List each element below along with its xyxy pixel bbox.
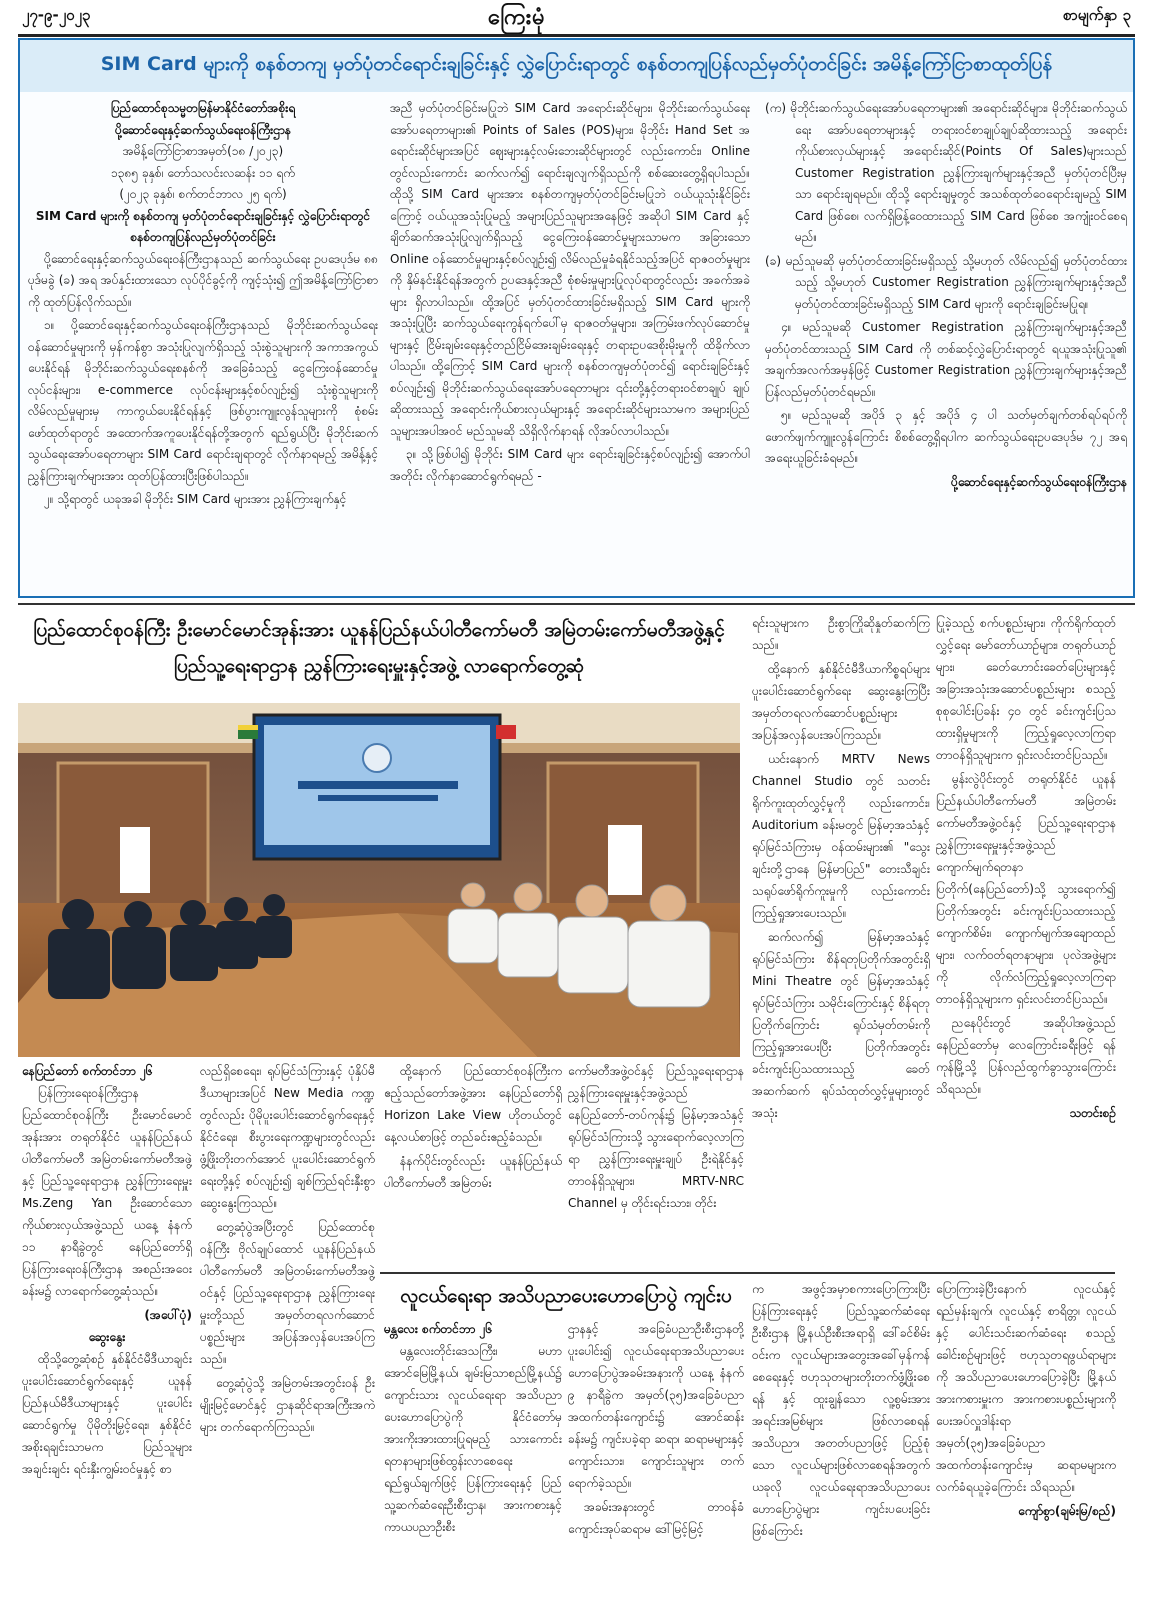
notice-paragraph: ၄။ မည်သူမဆို Customer Registration ညွှန်ကြားချက်များနှင့်အညီ မှတ်ပုံတင်ထားသည့် SIM Card ကို တစ်ဆင့်လွှဲပြောင်းရာတွင် ရယူအသုံးပြုသူ၏ အချက်အလက်အမှန်ဖြင့် Customer Registration ညွှန်ကြားချက်များနှင့်အညီ ပြန်လည်မှတ်ပုံတင်ရမည်။ [765,320,1127,399]
story-byline: သတင်းစဉ် [1069,1106,1116,1120]
story-paragraph: နံနက်ပိုင်းတွင်လည်း ယူနန်ပြည်နယ်ပါတီကော်မတီ အမြဲတမ်း [384,1154,562,1190]
story2-dateline: မန္တလေး စက်တင်ဘာ ၂၆ [384,1322,493,1336]
issue-date: ၂၇-၉-၂၀၂၃ [22,6,91,24]
notice-paragraph: ၅။ မည်သူမဆို အပိုဒ် ၃ နှင့် အပိုဒ် ၄ ပါ သတ်မှတ်ချက်တစ်ရပ်ရပ်ကို ဖောက်ဖျက်ကျူးလွန်ကြောင်း စိစစ်တွေ့ရှိရပါက ဆက်သွယ်ရေးဥပဒေပုဒ်မ ၇၂ အရ အရေးယူခြင်းခံရမည်။ [765,408,1127,465]
story-paragraph: ထို့နောက် ပြည်ထောင်စုဝန်ကြီးက ဧည့်သည်တော်အဖွဲ့အား နေပြည်တော်ရှိ Horizon Lake View ဟိုတယ်တွင် နေ့လယ်စာဖြင့် တည်ခင်းဧည့်ခံသည်။ [384,1064,562,1144]
story2-column [384,1318,562,1610]
story-paragraph: ရင်းသူများက ဦးစွာကြိုဆိုနှုတ်ဆက်ကြသည်။ [752,616,930,652]
page-number: စာမျက်နှာ ၃ [1063,6,1131,24]
headline-line: ပြည်ထောင်စုဝန်ကြီး ဦးမောင်မောင်အုန်းအား ယူနန်ပြည်နယ်ပါတီကော်မတီ အမြဲတမ်းကော်မတီအဖွဲ့နှင့် [33,619,725,641]
notice-column-1 [28,98,378,590]
headline-line: ပြည်သူ့ရေးရာဌာန ညွှန်ကြားရေးမှူးနှင့်အဖွဲ့ လာရောက်တွေ့ဆုံ [173,655,585,677]
government-name: ပြည်ထောင်စုသမ္မတမြန်မာနိုင်ငံတော်အစိုးရ [110,101,296,115]
order-date-gregorian: (၂၀၂၃ ခုနှစ်၊ စက်တင်ဘာလ ၂၅ ရက်) [119,187,287,201]
story-paragraph: ထို့နောက် နှစ်နိုင်ငံမီဒီယာကိစ္စရပ်များ ပူးပေါင်းဆောင်ရွက်ရေး ဆွေးနွေးကြပြီး အမှတ်တရလက်ဆောင်ပစ္စည်းများ အပြန်အလှန်ပေးအပ်ကြသည်။ [752,662,930,742]
story-paragraph: မန္တလေးတိုင်းဒေသကြီး၊ မဟာအောင်မြေမြို့နယ်၊ ချမ်းမြသာစည်မြို့နယ်၌ ကျောင်းသား လူငယ်ရေးရာ အသိပညာပေးဟောပြောပွဲကို နိုင်ငံတော်မှ အားကိုးအားထားပြုရမည့် သားကောင်းရတနာများဖြစ်ထွန်းလာစေရေး ရည်ရွယ်ချက်ဖြင့် ပြန်ကြားရေးနှင့် ပြည်သူ့ဆက်ဆံရေးဦးစီးဌာန၊ အားကစားနှင့် ကာယပညာဦးစီး [384,1344,562,1534]
newspaper-logo: ကြေးမုံ [488,4,546,30]
story-paragraph: ဆက်လက်၍ မြန်မာ့အသံနှင့် ရုပ်မြင်သံကြား စိန်ရတုပြတိုက်အတွင်းရှိ Mini Theatre တွင် မြန်မာ့အသံနှင့် ရုပ်မြင်သံကြား သမိုင်းကြောင်းနှင့် စိန်ရတုပြတိုက်ကြောင်း ရုပ်သံမှတ်တမ်းကို ကြည့်ရှုအားပေးပြီး ပြတိုက်အတွင်း ခင်းကျင်းပြသထားသည့် ခေတ်အဆက်ဆက် ရုပ်သံထုတ်လွှင့်မှုများတွင် အသုံး [752,930,930,1120]
notice-signature: ပို့ဆောင်ရေးနှင့်ဆက်သွယ်ရေးဝန်ကြီးဌာန [951,474,1127,489]
notice-paragraph: ပို့ဆောင်ရေးနှင့်ဆက်သွယ်ရေးဝန်ကြီးဌာနသည် ဆက်သွယ်ရေး ဥပဒေပုဒ်မ ၈၈ ပုဒ်မခွဲ (ခ) အရ အပ်နှင်းထားသော လုပ်ပိုင်ခွင့်ကို ကျင့်သုံး၍ ဤအမိန့်ကြော်ငြာစာကို ထုတ်ပြန်လိုက်သည်။ [28,251,378,309]
story2-column [752,1278,930,1610]
meeting-room-illustration [18,703,740,1057]
order-subject: SIM Card များကို စနစ်တကျ မှတ်ပုံတင်ရောင်းချခြင်းနှင့် လွှဲပြောင်းရာတွင် စနစ်တကျပြန်လည်မှတ်ပုံတင်ခြင်း [35,208,371,244]
notice-paragraph: ၃။ သို့ဖြစ်ပါ၍ မိုဘိုင်း SIM Card များ ရောင်းချခြင်းနှင့်စပ်လျဉ်း၍ အောက်ပါအတိုင်း လိုက်နာဆောင်ရွက်ရမည် - [390,447,750,483]
header-rule [18,34,1135,37]
story-paragraph: တွေ့ဆုံပွဲသို့ အမြဲတမ်းအတွင်းဝန် ဦးမျိုးမြင့်မောင်နှင့် ဌာနဆိုင်ရာအကြီးအကဲများ တက်ရောက်ကြသည်။ [200,1376,375,1434]
notice-column-3 [765,98,1127,590]
story-paragraph: ညနေပိုင်းတွင် အဆိုပါအဖွဲ့သည် နေပြည်တော်မှ လေကြောင်းခရီးဖြင့် ရန်ကုန်မြို့သို့ ပြန်လည်ထွက်ခွာသွားကြောင်း သိရသည်။ [936,1016,1116,1096]
story-paragraph: လည်ရှိစေရေး၊ ရုပ်မြင်သံကြားနှင့် ပုံနှိပ်မီဒီယာများအပြင် New Media ကဏ္ဍတွင်လည်း ပိုမိုပူးပေါင်းဆောင်ရွက်ရေးနှင့် နိုင်ငံရေး၊ စီးပွားရေးကဏ္ဍများတွင်လည်း ဖွံ့ဖြိုးတိုးတက်အောင် ပူးပေါင်းဆောင်ရွက်ရေးတို့နှင့် စပ်လျဉ်း၍ ချစ်ကြည်ရင်းနှီးစွာ ဆွေးနွေးကြသည်။ [200,1064,375,1210]
section-divider [18,603,1135,605]
notice-paragraph: ၂။ သို့ရာတွင် ယခုအခါ မိုဘိုင်း SIM Card များအား ညွှန်ကြားချက်နှင့် [44,492,347,506]
story-column [22,1060,192,1608]
story-dateline: နေပြည်တော် စက်တင်ဘာ ၂၆ [22,1064,153,1078]
story-paragraph: ဌာနနှင့် အခြေခံပညာဦးစီးဌာနတို့ ပူးပေါင်း၍ လူငယ်ရေးရာအသိပညာပေးဟောပြောပွဲအခမ်းအနားကို ယနေ့ နံနက် ၉ နာရီခွဲက အမှတ်(၃၅)အခြေခံပညာအထက်တန်းကျောင်း၌ အောင်ဆန်းခန်းမ၌ ကျင်းပခဲ့ရာ ဆရာ၊ ဆရာမများနှင့် ကျောင်းသား၊ ကျောင်းသူများ တက်ရောက်ခဲ့သည်။ [568,1322,744,1490]
order-date-myanmar: ၁၃၈၅ ခုနှစ်၊ တော်သလင်းလဆန်း ၁၁ ရက် [111,165,295,180]
story2-headline: လူငယ်ရေးရာ အသိပညာပေးဟောပြောပွဲ ကျင်းပ [400,1285,732,1307]
story-paragraph: မွန်းလွဲပိုင်းတွင် တရုတ်နိုင်ငံ ယူနန်ပြည်နယ်ပါတီကော်မတီ အမြဲတမ်းကော်မတီအဖွဲ့ဝင်နှင့် ပြည်သူ့ရေးရာဌာန ညွှန်ကြားရေးမှူးနှင့်အဖွဲ့သည် ကျောက်မျက်ရတနာပြတိုက်(နေပြည်တော်)သို့ သွားရောက်၍ ပြတိုက်အတွင်း ခင်းကျင်းပြသထားသည့် ကျောက်စိမ်း၊ ကျောက်မျက်အချောထည်များ၊ လက်ဝတ်ရတနာများ၊ ပုလဲအဖွဲ့များကို လိုက်လံကြည့်ရှုလေ့လာကြရာ တာဝန်ရှိသူများက ရှင်းလင်းတင်ပြသည်။ [936,772,1116,1006]
story-paragraph: ပြောကြားခဲ့ပြီးနောက် လူငယ်နှင့်ရည်မှန်းချက်၊ လူငယ်နှင့် စာရိတ္တ၊ လူငယ်နှင့် ပေါင်းသင်းဆက်ဆံရေး စသည့်ခေါင်းစဉ်များဖြင့် ဗဟုသုတရဖွယ်ရာများကို အသိပညာပေးဟောပြောခဲ့ပြီး မြို့နယ်အားကစားမှူးက အားကစားပစ္စည်းများကို ပေးအပ်လှူဒါန်းရာ အမှတ်(၃၅)အခြေခံပညာအထက်တန်းကျောင်းမှ ဆရာမများက လက်ခံရယူခဲ့ကြောင်း သိရသည်။ [936,1282,1116,1494]
meeting-photo [18,703,740,1057]
story-subheading: ဆွေးနွေး [88,1330,126,1344]
notice-column-2 [390,98,750,590]
story-column [568,1060,744,1270]
notice-paragraph: ၁။ ပို့ဆောင်ရေးနှင့်ဆက်သွယ်ရေးဝန်ကြီးဌာနသည် မိုဘိုင်းဆက်သွယ်ရေးဝန်ဆောင်မှုများကို မှန်ကန်စွာ အသုံးပြုလျက်ရှိသည့် သုံးစွဲသူများကို အကာအကွယ်ပေးနိုင်ရန် မိုဘိုင်းဆက်သွယ်ရေးစနစ်ကို အခြေခံသည့် ငွေကြေးဝန်ဆောင်မှုလုပ်ငန်းများ၊ e-commerce လုပ်ငန်းများနှင့်စပ်လျဉ်း၍ သုံးစွဲသူများကို လိမ်လည်မှုများမှ ကာကွယ်ပေးနိုင်ရန်နှင့် ဖြစ်ပွားကျူးလွန်သူများကို စုံစမ်းဖော်ထုတ်ရာတွင် အထောက်အကူပေးနိုင်ရန်တို့အတွက် ရည်ရွယ်ပြီး မိုဘိုင်းဆက်သွယ်ရေးအော်ပရေတာများ SIM Card ရောင်းချရာတွင် လိုက်နာရမည့် အမိန့်နှင့် ညွှန်ကြားချက်များအား ထုတ်ပြန်ထားပြီးဖြစ်ပါသည်။ [28,318,378,483]
order-number: အမိန့်ကြော်ငြာစာအမှတ်(၁၈ /၂၀၂၃) [122,144,284,158]
story-column [200,1060,375,1608]
photo-reference: (အပေါ်ပုံ) [144,1308,192,1322]
notice-clause: (က) မိုဘိုင်းဆက်သွယ်ရေးအော်ပရေတာများ၏ အရောင်းဆိုင်များ၊ မိုဘိုင်းဆက်သွယ်ရေး အော်ပရေတာများနှင့် တရားဝင်စာချုပ်ချုပ်ဆိုထားသည့် အရောင်းကိုယ်စားလှယ်များနှင့် အရောင်းဆိုင်(Points Of Sales)များသည် Customer Registration ညွှန်ကြားချက်များနှင့်အညီ မှတ်ပုံတင်ပြီးမှသာ ရောင်းချရမည်။ ထိုသို့ ရောင်းချမှုတွင် အသစ်ထုတ်ဝေရောင်းချမည့် SIM Card ဖြစ်စေ၊ လက်ရှိဖြန့်ဝေထားသည့် SIM Card ဖြစ်စေ အကျုံးဝင်စေရမည်။ [765,101,1127,244]
notice-banner-title: SIM Card များကို စနစ်တကျ မှတ်ပုံတင်ရောင်းချခြင်းနှင့် လွှဲပြောင်းရာတွင် စနစ်တကျပြန်လည်မှတ်ပုံတင်ခြင်း အမိန့်ကြော်ငြာစာထုတ်ပြန် [20,40,1133,92]
story-paragraph: ပြန်ကြားရေးဝန်ကြီးဌာန ပြည်ထောင်စုဝန်ကြီး ဦးမောင်မောင်အုန်းအား တရုတ်နိုင်ငံ ယူနန်ပြည်နယ်ပါတီကော်မတီ အမြဲတမ်းကော်မတီအဖွဲ့နှင့် ပြည်သူ့ရေးရာဌာန ညွှန်ကြားရေးမှူး Ms.Zeng Yan ဦးဆောင်သော ကိုယ်စားလှယ်အဖွဲ့သည် ယနေ့ နံနက် ၁၁ နာရီခွဲတွင် နေပြည်တော်ရှိ ပြန်ကြားရေးဝန်ကြီးဌာန အစည်းအဝေးခန်းမ၌ လာရောက်တွေ့ဆုံသည်။ [22,1086,192,1298]
story-paragraph: ပြုခဲ့သည့် စက်ပစ္စည်းများ၊ ကိုက်ရိုက်ထုတ်လွှင့်ရေး မော်တော်ယာဉ်များ၊ တရုတ်ယာဉ်များ၊ ခေတ်ဟောင်းခေတ်ပြေးများနှင့် အခြားအသုံးအဆောင်ပစ္စည်းများ စသည့် စုစုပေါင်းပြခန်း ၄၀ တွင် ခင်းကျင်းပြသထားရှိမှုများကို ကြည့်ရှုလေ့လာကြရာ တာဝန်ရှိသူများက ရှင်းလင်းတင်ပြသည်။ [936,616,1116,762]
ministry-name: ပို့ဆောင်ရေးနှင့်ဆက်သွယ်ရေးဝန်ကြီးဌာန [115,122,291,137]
story2-byline: ကျော်စွာ(ချမ်းမြ/စည်) [1018,1504,1116,1518]
story-paragraph: ယင်းနောက် MRTV News Channel Studio တွင် သတင်းရိုက်ကူးထုတ်လွှင့်မှုကို လည်းကောင်း၊ Auditorium ခန်းမတွင် မြန်မာ့အသံနှင့် ရုပ်မြင်သံကြားမှ ဝန်ထမ်းများ၏ "သွေးချင်းတို့ဌာနေ မြန်မာပြည်" တေးသီချင်း သရုပ်ဖော်ရိုက်ကူးမှုကို လည်းကောင်း ကြည့်ရှုအားပေးသည်။ [752,752,930,920]
story-headline [24,612,734,684]
story-paragraph: ထိုသို့တွေ့ဆုံစဉ် နှစ်နိုင်ငံမီဒီယာချင်း ပူးပေါင်းဆောင်ရွက်ရေးနှင့် ယူနန်ပြည်နယ်မီဒီယာများနှင့် ပူးပေါင်းဆောင်ရွက်မှု ပိုမိုတိုးမြှင့်ရေး၊ နှစ်နိုင်ငံအစိုးရချင်းသာမက ပြည်သူများအချင်းချင်း ရင်းနှီးကျွမ်းဝင်မှုနှင့် စာ [22,1352,192,1476]
story-paragraph: တွေ့ဆုံပွဲအပြီးတွင် ပြည်ထောင်စုဝန်ကြီး ဗိုလ်ချုပ်ထောင် ယူနန်ပြည်နယ်ပါတီကော်မတီ အမြဲတမ်းကော်မတီအဖွဲ့ဝင်နှင့် ပြည်သူ့ရေးရာဌာန ညွှန်ကြားရေးမှူးတို့သည် အမှတ်တရလက်ဆောင်ပစ္စည်းများ အပြန်အလှန်ပေးအပ်ကြသည်။ [200,1220,375,1366]
story2-column [936,1278,1116,1610]
notice-clause: (ခ) မည်သူမဆို မှတ်ပုံတင်ထားခြင်းမရှိသည့် သို့မဟုတ် လိမ်လည်၍ မှတ်ပုံတင်ထားသည့် သို့မဟုတ် Customer Registration ညွှန်ကြားချက်များနှင့်အညီ မှတ်ပုံတင်ထားခြင်းမရှိသည့် SIM Card များကို ရောင်းချခြင်းမပြုရ။ [765,253,1127,311]
notice-paragraph: အညီ မှတ်ပုံတင်ခြင်းမပြုဘဲ SIM Card အရောင်းဆိုင်များ၊ မိုဘိုင်းဆက်သွယ်ရေးအော်ပရေတာများ၏ Points of Sales (POS)များ၊ မိုဘိုင်း Hand Set အရောင်းဆိုင်များအပြင် ဈေးများနှင့်လမ်းဘေးဆိုင်များတွင် လည်းကောင်း၊ Online တွင်လည်းကောင်း ဆက်လက်၍ ရောင်းချလျက်ရှိသည်ကို စစ်ဆေးတွေ့ရှိရပါသည်။ ထိုသို့ SIM Card များအား စနစ်တကျမှတ်ပုံတင်ခြင်းမပြုဘဲ ဝယ်ယူသုံးနိုင်ခြင်းကြောင့် ဝယ်ယူအသုံးပြုမည့် အများပြည်သူများအနေဖြင့် အဆိုပါ SIM Card နှင့် ချိတ်ဆက်အသုံးပြုလျက်ရှိသည့် ငွေကြေးဝန်ဆောင်မှုများသာမက အခြားသော Online ဝန်ဆောင်မှုများနှင့်စပ်လျဉ်း၍ လိမ်လည်မှုခံရနိုင်သည့်အပြင် ရာဇဝတ်မှုများကို နှိမ်နင်းနိုင်ရန်အတွက် ဥပဒေနှင့်အညီ စုံစမ်းမှုများပြုလုပ်ရာတွင်လည်း အခက်အခဲများ ရှိလာပါသည်။ ထို့အပြင် မှတ်ပုံတင်ထားခြင်းမရှိသည့် SIM Card များကို အသုံးပြုပြီး ဆက်သွယ်ရေးကွန်ရက်ပေါ်မှ ရာဇဝတ်မှုများ၊ အကြမ်းဖက်လုပ်ဆောင်မှုများနှင့် ငြိမ်းချမ်းရေးနှင့်တည်ငြိမ်အေးချမ်းရေးနှင့် တရားဥပဒေစိုးမိုးမှုကို ထိခိုက်လာပါသည်။ ထို့ကြောင့် SIM Card များကို စနစ်တကျမှတ်ပုံတင်၍ ရောင်းချခြင်းနှင့်စပ်လျဉ်း၍ မိုဘိုင်းဆက်သွယ်ရေးအော်ပရေတာများ ၎င်းတို့နှင့်တရားဝင်စာချုပ် ချုပ်ဆိုထားသည့် အရောင်းကိုယ်စားလှယ်များနှင့် အရောင်းဆိုင်များသာမက အများပြည်သူများအပါအဝင် မည်သူမဆို သိရှိလိုက်နာရန် လိုအပ်လာပါသည်။ [390,101,750,438]
story-paragraph: အခမ်းအနားတွင် တာဝန်ခံကျောင်းအုပ်ဆရာမ ဒေါ်မြင့်မြင့် [568,1500,744,1536]
story2-column [568,1318,744,1610]
story-paragraph: ကော်မတီအဖွဲ့ဝင်နှင့် ပြည်သူ့ရေးရာဌာန ညွှန်ကြားရေးမှူးနှင့်အဖွဲ့သည် နေပြည်တော်-တပ်ကုန်း၌ မြန်မာ့အသံနှင့် ရုပ်မြင်သံကြားသို့ သွားရောက်လေ့လာကြရာ ညွှန်ကြားရေးမှူးချုပ် ဦးရဲနိုင်နှင့် တာဝန်ရှိသူများ၊ MRTV-NRC Channel မှ တိုင်းရင်းသား၊ တိုင်း [568,1064,744,1210]
story-paragraph: က အဖွင့်အမှာစကားပြောကြားပြီး ပြန်ကြားရေးနှင့် ပြည်သူ့ဆက်ဆံရေးဦးစီးဌာန မြို့နယ်ဦးစီးအရာရှိ ဒေါ်ခင်စိမ်းဝင်းက လူငယ်များအတွေးအခေါ်မှန်ကန်စေရေးနှင့် ဗဟုသုတများတိုးတက်ဖွံ့ဖြိုးစေရန် နှင့် ထူးချွန်သော လူ့စွမ်းအားအရင်းအမြစ်များ ဖြစ်လာစေရန် အသိပညာ၊ အတတ်ပညာဖြင့် ပြည့်စုံသော လူငယ်များဖြစ်လာစေရန်အတွက် ယခုလို လူငယ်ရေးရာအသိပညာပေးဟောပြောပွဲများ ကျင်းပပေးခြင်းဖြစ်ကြောင်း [752,1282,930,1538]
story-column [384,1060,562,1270]
